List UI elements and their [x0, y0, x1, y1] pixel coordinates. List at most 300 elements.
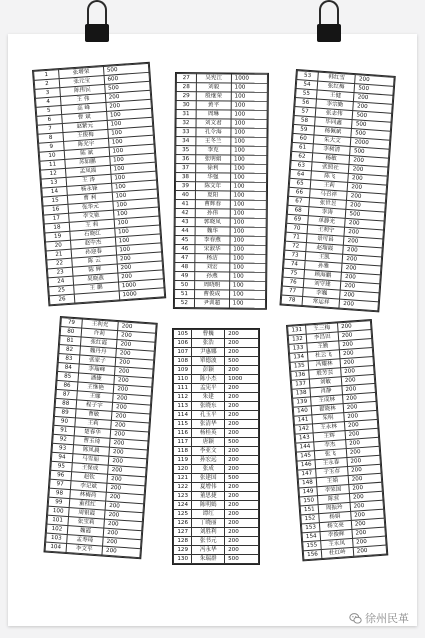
donor-name: 杨桂英 [192, 429, 225, 438]
donation-amount: 200 [112, 411, 150, 423]
donation-amount: 1000 [231, 74, 267, 83]
donation-amount: 200 [352, 527, 386, 538]
donor-name: 殷继荣 [196, 92, 231, 101]
row-number: 116 [174, 429, 192, 438]
row-number: 118 [174, 447, 192, 456]
row-number: 57 [294, 107, 316, 117]
donation-amount: 500 [225, 555, 259, 564]
donation-amount: 200 [225, 339, 259, 348]
donation-amount: 100 [111, 180, 157, 192]
donation-amount: 100 [106, 108, 152, 120]
row-number: 6 [37, 115, 63, 126]
row-number: 150 [300, 496, 319, 506]
row-number: 30 [176, 101, 196, 110]
donor-name: 殷芳芸 [309, 368, 341, 379]
donor-name: 曹玉琦 [73, 436, 110, 448]
row-number: 49 [175, 272, 195, 281]
donation-amount: 500 [225, 474, 259, 483]
row-number: 131 [288, 325, 307, 335]
donor-name: 张世昱 [309, 198, 347, 210]
donation-amount: 500 [225, 438, 259, 447]
donation-amount: 200 [354, 93, 393, 105]
watermark-text: 徐州民革 [365, 612, 409, 625]
donation-amount: 200 [352, 536, 386, 547]
donation-amount: 200 [114, 375, 152, 387]
donation-amount: 200 [225, 411, 259, 420]
row-number: 104 [45, 542, 66, 552]
donation-amount: 200 [108, 465, 146, 477]
donor-name: 魏霞 [67, 526, 104, 538]
row-number: 4 [35, 97, 61, 108]
row-number: 155 [303, 541, 322, 551]
row-number: 111 [174, 384, 192, 393]
row-number: 81 [60, 336, 81, 346]
donation-amount: 1000 [119, 288, 165, 300]
row-number: 101 [47, 515, 68, 525]
donation-amount: 500 [350, 147, 389, 159]
donation-amount: 100 [230, 254, 266, 263]
donor-name: 林梅荷 [69, 490, 106, 502]
donation-table [281, 70, 395, 311]
donor-name: 张照社 [311, 162, 349, 174]
row-number: 132 [288, 334, 307, 344]
row-number: 71 [285, 232, 307, 242]
donation-amount: 200 [117, 331, 155, 343]
row-number: 48 [175, 263, 195, 272]
donation-amount: 200 [107, 474, 145, 486]
row-number: 112 [174, 393, 192, 402]
donor-name: 董思捷 [192, 492, 225, 501]
donation-amount: 200 [350, 500, 384, 511]
donor-name: 王娟 [316, 476, 348, 487]
donor-name: 李昌田 [306, 332, 338, 343]
row-number: 134 [289, 352, 308, 362]
donation-amount: 100 [229, 281, 265, 290]
row-number: 142 [295, 424, 314, 434]
donation-amount: 200 [118, 270, 164, 282]
donor-name: 唐颖 [192, 438, 225, 447]
donation-table [33, 63, 165, 306]
row-number: 100 [48, 506, 69, 516]
donation-amount: 200 [225, 483, 259, 492]
row-number: 64 [290, 169, 312, 179]
donor-name: 曹敏 [75, 409, 112, 421]
donor-name: 李文平 [66, 543, 103, 555]
donor-name: 韩红雪 [318, 72, 356, 84]
donation-amount: 200 [340, 290, 379, 302]
donor-name: 张建国 [192, 474, 225, 483]
donor-name: 陈文年 [195, 182, 230, 191]
row-number: 107 [174, 348, 192, 357]
row-number: 135 [290, 361, 309, 371]
donation-amount: 200 [225, 429, 259, 438]
row-number: 92 [53, 434, 74, 444]
row-number: 138 [292, 388, 311, 398]
donor-name: 赵中杰 [70, 237, 115, 249]
donation-amount: 100 [108, 135, 154, 147]
donation-amount: 1000 [118, 279, 164, 291]
binder-clip-icon [84, 0, 110, 44]
row-number: 52 [174, 299, 194, 308]
donation-amount: 200 [225, 447, 259, 456]
row-number: 27 [176, 74, 196, 83]
row-number: 103 [46, 533, 67, 543]
row-number: 5 [36, 106, 62, 117]
donation-amount: 200 [106, 99, 152, 111]
donation-amount: 100 [231, 119, 267, 128]
row-number: 125 [174, 510, 192, 519]
row-number: 46 [175, 245, 195, 254]
donation-amount: 100 [229, 290, 265, 299]
donor-name: 冯永华 [192, 546, 225, 555]
row-number: 60 [292, 133, 314, 143]
donation-amount: 200 [225, 546, 259, 555]
donor-name: 李春燕 [195, 236, 230, 245]
table-row [174, 348, 259, 357]
donor-name: 景可昌 [306, 234, 344, 246]
row-number: 156 [303, 550, 322, 560]
donor-name: 周振玲 [318, 502, 350, 513]
donation-amount: 200 [225, 456, 259, 465]
donation-amount: 200 [112, 402, 150, 414]
donation-table [287, 320, 387, 560]
row-number: 117 [174, 438, 192, 447]
donor-name: 周琳 [196, 110, 231, 119]
donation-amount: 200 [118, 322, 156, 334]
donor-name: 张华元 [68, 201, 113, 213]
row-number: 53 [297, 71, 319, 81]
donation-amount: 200 [225, 393, 259, 402]
donation-amount: 100 [230, 191, 266, 200]
row-number: 96 [50, 470, 71, 480]
row-number: 17 [44, 213, 70, 224]
donation-amount: 200 [225, 384, 259, 393]
donation-amount: 200 [353, 545, 387, 556]
row-number: 147 [298, 469, 317, 479]
donor-name: 王永凤 [321, 538, 353, 549]
donor-name: 夏增伟 [192, 483, 225, 492]
donor-name: 高 峰 [61, 102, 106, 114]
row-number: 51 [175, 290, 195, 299]
row-number: 88 [55, 398, 76, 408]
row-number: 61 [292, 142, 314, 152]
table-row [174, 528, 259, 537]
row-number: 62 [291, 151, 313, 161]
row-number: 91 [53, 425, 74, 435]
donation-amount: 100 [110, 162, 156, 174]
donor-name: 王三梅 [306, 323, 338, 334]
donor-name: 孟寿琦 [66, 535, 103, 547]
donation-amount: 200 [351, 509, 385, 520]
donor-name: 李文艳 [69, 210, 114, 222]
donor-name: 常运祥 [302, 297, 340, 309]
donation-list-sheet-2 [173, 72, 269, 310]
donor-name: 王莉 [310, 180, 348, 192]
row-number: 106 [174, 339, 192, 348]
row-number: 54 [296, 80, 318, 90]
donor-name: 王俊梅 [63, 129, 108, 141]
donor-name: 肖静 [310, 386, 342, 397]
donation-amount: 500 [225, 357, 259, 366]
donor-name: 李亚文 [192, 447, 225, 456]
donation-amount: 200 [225, 366, 259, 375]
donor-name: 陈小杰 [192, 375, 225, 384]
donor-name: 單德波 [192, 357, 225, 366]
row-number: 128 [174, 537, 192, 546]
row-number: 84 [58, 362, 79, 372]
donation-amount: 200 [345, 428, 379, 439]
table-row [174, 339, 259, 348]
row-number: 149 [299, 487, 318, 497]
donation-amount: 200 [105, 501, 143, 513]
donation-amount: 200 [349, 164, 388, 176]
table-row [174, 438, 259, 447]
donor-name: 许莉 [81, 328, 118, 340]
row-number: 1 [34, 70, 60, 81]
donor-name: 宋淑华 [195, 245, 230, 254]
row-number: 121 [174, 474, 192, 483]
row-number: 33 [176, 128, 196, 137]
row-number: 44 [175, 227, 195, 236]
donor-name: 陈飞 [311, 171, 349, 183]
donor-name: 马召祥 [310, 189, 348, 201]
donor-name: 曹 利 [67, 192, 112, 204]
binder-clip-icon [316, 0, 342, 44]
donation-amount: 200 [341, 272, 380, 284]
donor-name: 孙燕 [194, 272, 229, 281]
donation-amount: 200 [109, 447, 147, 459]
donation-amount: 200 [225, 492, 259, 501]
donor-name: 王冬兰 [196, 137, 231, 146]
donor-name: 张增荣 [59, 67, 104, 79]
table-row [174, 519, 259, 528]
donor-name: 李宗勤 [316, 99, 354, 111]
donation-amount: 200 [342, 392, 376, 403]
donation-amount: 100 [230, 209, 266, 218]
donor-name: 王健 [316, 90, 354, 102]
table-row [174, 465, 259, 474]
donor-name: 王利宁 [307, 225, 345, 237]
table-row [174, 299, 265, 309]
table-row [174, 411, 259, 420]
row-number: 98 [49, 488, 70, 498]
row-number: 31 [176, 110, 196, 119]
row-number: 34 [176, 137, 196, 146]
donor-name: 王成林 [311, 395, 343, 406]
donation-amount: 200 [346, 446, 380, 457]
row-number: 79 [61, 318, 82, 328]
donation-amount: 200 [355, 75, 394, 87]
donation-amount: 100 [114, 216, 160, 228]
donation-amount: 200 [340, 357, 374, 368]
donation-amount: 200 [344, 410, 378, 421]
row-number: 76 [282, 277, 304, 287]
donor-name: 王永林 [312, 422, 344, 433]
donation-amount: 2000 [351, 138, 390, 150]
row-number: 24 [48, 276, 74, 287]
donor-name: 刘胜利 [192, 528, 225, 537]
donation-amount: 100 [230, 236, 266, 245]
donor-name: 孔玉平 [192, 411, 225, 420]
donor-name: 朱大文 [313, 135, 351, 147]
row-number: 124 [174, 501, 192, 510]
donor-name: 张红霞 [80, 337, 117, 349]
donation-amount: 100 [230, 245, 266, 254]
donor-name: 周银霞 [68, 508, 105, 520]
row-number: 80 [60, 327, 81, 337]
row-number: 40 [175, 191, 195, 200]
row-number: 145 [296, 451, 315, 461]
table-row [174, 474, 259, 483]
donation-amount: 200 [225, 465, 259, 474]
row-number: 137 [291, 379, 310, 389]
row-number: 67 [288, 196, 310, 206]
row-number: 86 [56, 380, 77, 390]
row-number: 65 [289, 178, 311, 188]
donation-amount: 200 [343, 254, 382, 266]
row-number: 23 [47, 267, 73, 278]
row-number: 94 [51, 452, 72, 462]
row-number: 21 [46, 249, 72, 260]
donation-amount: 100 [230, 182, 266, 191]
donor-name: 夏阳 [195, 191, 230, 200]
donation-amount: 100 [230, 263, 266, 272]
donation-amount: 200 [117, 261, 163, 273]
row-number: 140 [293, 406, 312, 416]
donor-name: 董桂红 [69, 499, 106, 511]
donation-amount: 200 [104, 519, 142, 531]
table-row [174, 537, 259, 546]
donation-amount: 100 [229, 272, 265, 281]
row-number: 2 [34, 79, 60, 90]
table-row [174, 483, 259, 492]
row-number: 35 [176, 146, 196, 155]
donation-amount: 200 [349, 482, 383, 493]
donation-amount: 100 [230, 218, 266, 227]
donor-name: 朱瑞群 [192, 555, 225, 564]
donation-amount: 200 [116, 252, 162, 264]
row-number: 8 [38, 132, 64, 143]
donor-name: 潘捷 [78, 373, 115, 385]
donation-table [45, 317, 157, 558]
donor-name: 王 莉 [69, 219, 114, 231]
donation-amount: 200 [344, 236, 383, 248]
row-number: 113 [174, 402, 192, 411]
row-number: 15 [42, 195, 68, 206]
row-number: 109 [174, 366, 192, 375]
row-number: 146 [297, 460, 316, 470]
row-number: 14 [42, 186, 68, 197]
row-number: 77 [282, 286, 304, 296]
donation-list-sheet-3 [279, 69, 395, 312]
row-number: 66 [289, 187, 311, 197]
donation-amount: 100 [230, 227, 266, 236]
donor-name: 楚春华 [74, 427, 111, 439]
row-number: 36 [176, 155, 196, 164]
row-number: 18 [44, 222, 70, 233]
donor-name: 尹惠娜 [192, 348, 225, 357]
donor-name: 苏如鹏 [65, 156, 110, 168]
donor-name: 朱建 [192, 393, 225, 402]
donation-amount: 200 [225, 537, 259, 546]
row-number: 99 [48, 497, 69, 507]
donor-name: 谭红 [192, 510, 225, 519]
donor-name: 孙雅 [305, 261, 343, 273]
donation-amount: 200 [113, 384, 151, 396]
row-number: 93 [52, 443, 73, 453]
row-number: 32 [176, 119, 196, 128]
row-number: 41 [175, 200, 195, 209]
row-number: 85 [57, 371, 78, 381]
donation-amount: 100 [111, 171, 157, 183]
donation-amount: 100 [231, 137, 267, 146]
table-row [174, 366, 259, 375]
donation-amount: 200 [113, 393, 151, 405]
donor-name: 赵紫元 [62, 120, 107, 132]
donor-name: 顾海鹏 [304, 270, 342, 282]
watermark [349, 610, 409, 626]
donation-amount: 200 [225, 519, 259, 528]
row-number: 70 [286, 223, 308, 233]
donation-list-sheet-1 [32, 62, 166, 307]
row-number: 133 [289, 343, 308, 353]
row-number: 43 [175, 218, 195, 227]
donation-amount: 200 [103, 537, 141, 549]
donation-amount: 200 [105, 90, 151, 102]
donor-name: 曹巍 [192, 330, 225, 339]
row-number: 119 [174, 456, 192, 465]
table-row [174, 330, 259, 339]
row-number: 114 [174, 411, 192, 420]
row-number: 58 [294, 115, 316, 125]
row-number: 90 [54, 416, 75, 426]
donor-name: 孙宏远 [192, 456, 225, 465]
row-number: 56 [295, 98, 317, 108]
row-number: 74 [284, 259, 306, 269]
donation-amount: 100 [231, 146, 267, 155]
row-number: 139 [293, 397, 312, 407]
donor-name: 徐利 [195, 164, 230, 173]
donor-name: 石晓红 [70, 228, 115, 240]
donation-amount: 500 [103, 63, 149, 75]
donor-name: 王勤 [307, 341, 339, 352]
donation-amount: 500 [354, 84, 393, 96]
donor-name: 陈伟民 [60, 84, 105, 96]
row-number: 83 [58, 354, 79, 364]
row-number: 10 [39, 150, 65, 161]
donor-name: 孙伟 [195, 209, 230, 218]
donor-name: 李荣国 [317, 485, 349, 496]
donor-name: 王 涛 [66, 174, 111, 186]
donation-amount: 200 [225, 528, 259, 537]
row-number: 95 [51, 461, 72, 471]
donor-name: 曹俊成 [194, 290, 229, 299]
donor-name: 尹训超 [194, 299, 229, 308]
donor-name: 张志伟 [315, 108, 353, 120]
row-number: 9 [39, 141, 65, 152]
donation-amount: 200 [343, 245, 382, 257]
donor-name: 孔令海 [196, 128, 231, 137]
row-number: 151 [300, 505, 319, 515]
donation-amount: 200 [342, 383, 376, 394]
donation-amount: 200 [349, 155, 388, 167]
donor-name: 曹 斌 [62, 111, 107, 123]
row-number: 11 [40, 159, 66, 170]
table-row [174, 501, 259, 510]
row-number: 72 [285, 241, 307, 251]
donor-name: 王继艳 [77, 382, 114, 394]
row-number: 69 [287, 214, 309, 224]
